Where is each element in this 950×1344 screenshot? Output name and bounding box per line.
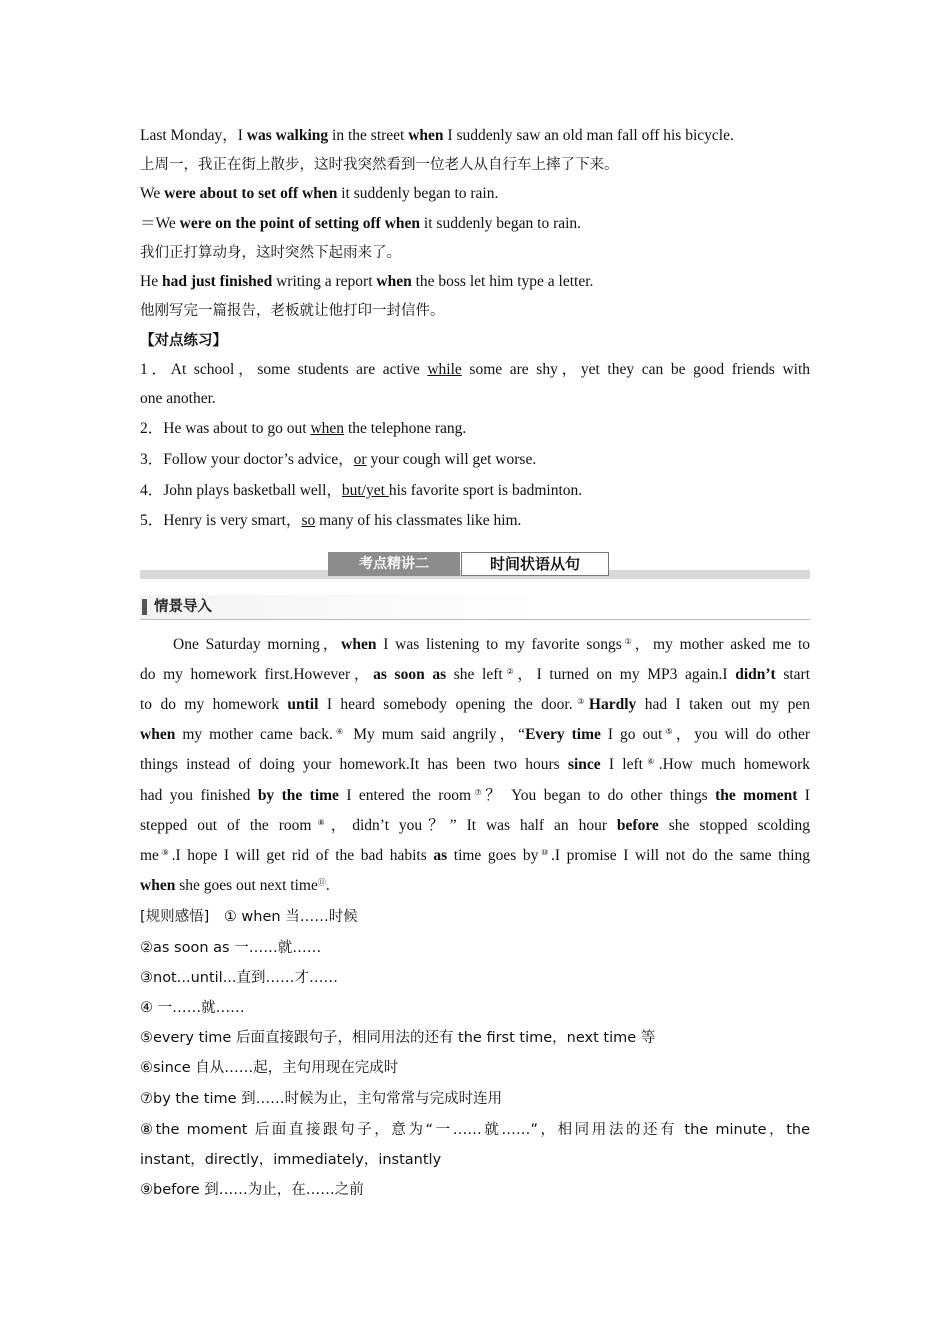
text: I go out — [600, 726, 663, 743]
text: when — [341, 636, 377, 653]
footnote-marker: ④ — [332, 727, 347, 736]
text: 2．He was about to go out — [140, 420, 311, 437]
answer: while — [427, 361, 462, 378]
answer: or — [353, 451, 367, 468]
text: the boss let him type a letter. — [411, 273, 594, 290]
banner-left-label: 考点精讲二 — [328, 552, 460, 576]
text: 4．John plays basketball well， — [140, 482, 342, 499]
text: it suddenly began to rain. — [337, 185, 499, 202]
text: were on the point of setting off when — [179, 215, 421, 232]
footnote-marker: ⑩ — [538, 848, 552, 857]
story-line-4 — [140, 724, 810, 746]
rule-7: ⑦by the time 到……时候为止，主句常常与完成时连用 — [140, 1091, 503, 1107]
text: ① when 当……时候 — [209, 909, 358, 925]
text: I entered the room — [338, 787, 472, 804]
text: my mother came back. — [175, 726, 333, 743]
text: 5．Henry is very smart， — [140, 512, 302, 529]
text: me — [140, 847, 159, 864]
section-banner — [140, 551, 810, 581]
text: I heard somebody opening the door. — [318, 696, 573, 713]
example-1 — [140, 125, 810, 147]
text: when — [140, 726, 176, 743]
practice-q4 — [140, 480, 810, 502]
text: ，I turned on my MP3 again.I — [517, 666, 736, 683]
text: the moment — [715, 787, 798, 804]
text: was walking — [246, 127, 329, 144]
text: Hardly — [588, 696, 637, 713]
text: ＝We — [140, 215, 180, 232]
rule-1 — [140, 906, 810, 928]
text: had I taken out my pen — [636, 696, 811, 713]
footnote-marker: ② — [502, 667, 518, 676]
text: the telephone rang. — [344, 420, 467, 437]
practice-q1-cont: one another. — [140, 390, 216, 407]
text: .How much homework — [658, 756, 810, 773]
text: ，my mother asked me to — [634, 636, 810, 653]
text: she goes out next time — [175, 877, 318, 894]
rule-5: ⑤every time 后面直接跟句子，相同用法的还有 the first time，next time 等 — [140, 1030, 656, 1046]
text: start — [775, 666, 811, 683]
text: she left — [446, 666, 503, 683]
practice-q2 — [140, 418, 810, 440]
footnote-marker: ⑪ — [317, 878, 326, 887]
footnote-marker: ⑨ — [158, 848, 172, 857]
rule-6: ⑥since 自从……起，主句用现在完成时 — [140, 1060, 399, 1076]
practice-heading: 【对点练习】 — [140, 333, 227, 349]
text: I suddenly saw an old man fall off his bicycle. — [443, 127, 734, 144]
rules-heading: [规则感悟] — [140, 909, 210, 925]
text: ，didn’t you？” It was half an hour — [330, 817, 617, 834]
rule-2: ②as soon as 一……就…… — [140, 940, 322, 956]
section-marker-icon — [142, 599, 147, 615]
example-4-translation: 他刚写完一篇报告，老板就让他打印一封信件。 — [140, 303, 445, 319]
text: had just finished — [161, 273, 273, 290]
story-line-3 — [140, 694, 810, 716]
text: your cough will get worse. — [366, 451, 537, 468]
text: . — [325, 877, 330, 894]
text: some are shy，yet they can be good friends with — [461, 361, 810, 378]
rule-3: ③not...until...直到……才…… — [140, 970, 339, 986]
story-line-8 — [140, 845, 810, 867]
story-line-5 — [140, 754, 810, 776]
example-3 — [140, 213, 810, 235]
text: many of his classmates like him. — [315, 512, 522, 529]
practice-q3 — [140, 449, 810, 471]
text: by the time — [257, 787, 339, 804]
text: We — [140, 185, 165, 202]
text: didn’t — [735, 666, 776, 683]
text: ，you will do other — [675, 726, 811, 743]
text: it suddenly began to rain. — [420, 215, 582, 232]
banner-right-label: 时间状语从句 — [461, 552, 609, 576]
text: Every time — [525, 726, 601, 743]
text: 1．At school，some students are active — [140, 361, 428, 378]
text: time goes by — [447, 847, 539, 864]
text: since — [567, 756, 601, 773]
text: as — [433, 847, 448, 864]
example-3-translation: 我们正打算动身，这时突然下起雨来了。 — [140, 245, 401, 261]
text: stepped out of the room — [140, 817, 312, 834]
text: to do my homework — [140, 696, 288, 713]
text: his favorite sport is badminton. — [388, 482, 583, 499]
footnote-marker: ③ — [572, 697, 589, 706]
footnote-marker: ⑤ — [662, 727, 676, 736]
text: He — [140, 273, 162, 290]
text: had you finished — [140, 787, 258, 804]
text: do my homework first.However， — [140, 666, 374, 683]
text: until — [287, 696, 319, 713]
text: I was listening to my favorite songs — [376, 636, 622, 653]
text: ？ You began to do other things — [485, 787, 716, 804]
rule-4: ④ 一……就…… — [140, 1000, 245, 1016]
text: when — [140, 877, 176, 894]
text: 3．Follow your doctor’s advice， — [140, 451, 354, 468]
footnote-marker: ⑦ — [471, 788, 486, 797]
text: One Saturday morning， — [173, 636, 342, 653]
story-line-6 — [140, 785, 810, 807]
answer: when — [310, 420, 345, 437]
story-line-9 — [140, 875, 810, 897]
text: when — [408, 127, 444, 144]
example-2 — [140, 183, 810, 205]
text: .I promise I will not do the same thing — [551, 847, 811, 864]
practice-q1 — [140, 359, 810, 381]
story-line-2 — [140, 664, 810, 686]
footnote-marker: ⑥ — [642, 757, 659, 766]
text: before — [616, 817, 659, 834]
text: .I hope I will get rid of the bad habits — [171, 847, 434, 864]
text: writing a report — [272, 273, 377, 290]
text: I left — [600, 756, 643, 773]
text: in the street — [328, 127, 409, 144]
footnote-marker: ⑧ — [311, 818, 331, 827]
answer: so — [301, 512, 316, 529]
text: I — [797, 787, 810, 804]
footnote-marker: ① — [621, 637, 635, 646]
text: Last Monday，I — [140, 127, 247, 144]
rule-8-cont: instant，directly，immediately，instantly — [140, 1152, 442, 1168]
text: things instead of doing your homework.It has been two hours — [140, 756, 568, 773]
story-line-7 — [140, 815, 810, 837]
text: she stopped scolding — [658, 817, 811, 834]
rule-9: ⑨before 到……为止，在……之前 — [140, 1182, 364, 1198]
example-4 — [140, 271, 810, 293]
answer: but/yet — [341, 482, 389, 499]
text: My mum said angrily，“ — [346, 726, 526, 743]
text: as soon as — [373, 666, 447, 683]
text: when — [376, 273, 412, 290]
story-line-1 — [140, 634, 810, 656]
example-1-translation: 上周一，我正在街上散步，这时我突然看到一位老人从自行车上摔了下来。 — [140, 157, 619, 173]
section-title: 情景导入 — [154, 599, 212, 615]
practice-q5 — [140, 510, 810, 532]
rule-8: ⑧the moment 后面直接跟句子，意为“一……就……”，相同用法的还有 the minute，the — [140, 1122, 810, 1138]
section-heading — [140, 595, 810, 620]
text: were about to set off when — [164, 185, 338, 202]
